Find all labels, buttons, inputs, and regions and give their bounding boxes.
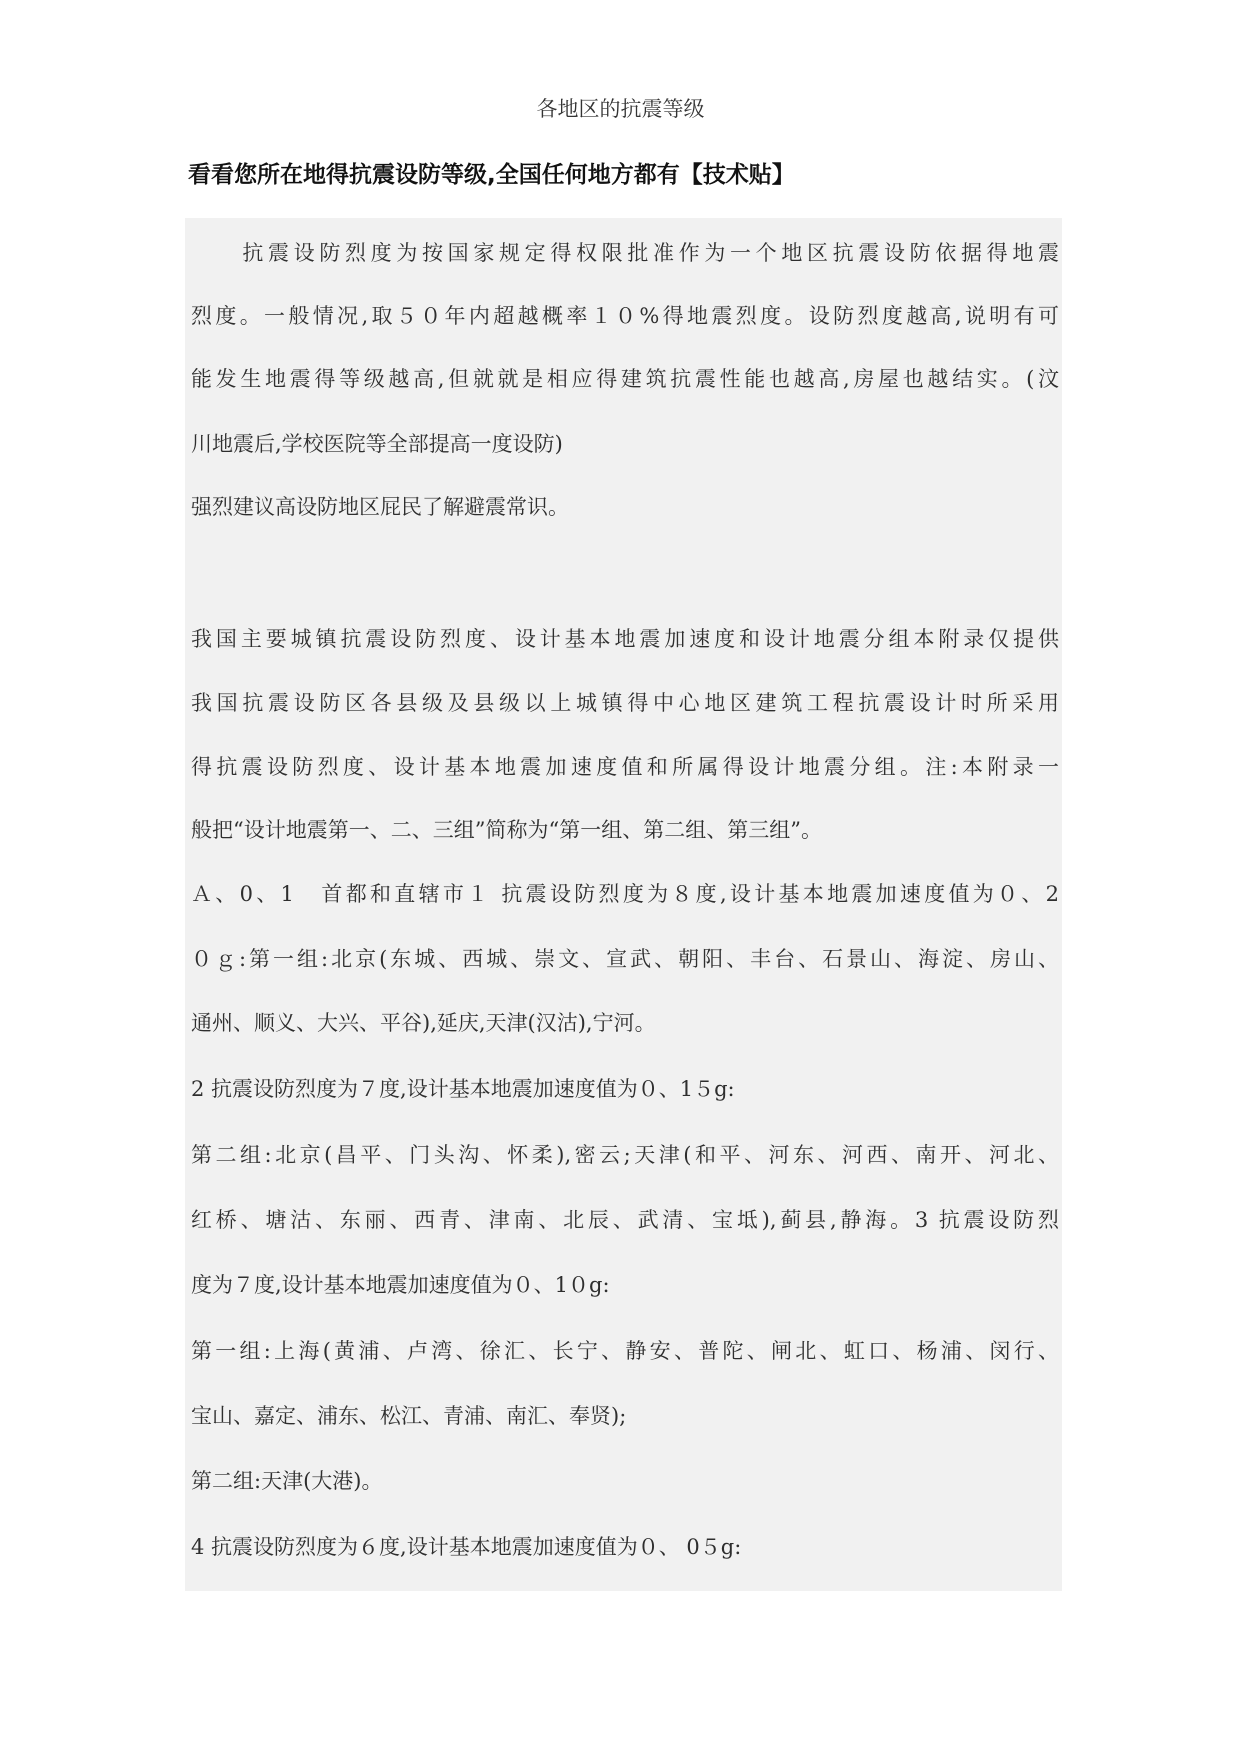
paragraph-line: 4 抗震设防烈度为６度,设计基本地震加速度值为０、 0５g: bbox=[191, 1535, 742, 1559]
paragraph-line: 我国抗震设防区各县级及县级以上城镇得中心地区建筑工程抗震设计时所采用 bbox=[191, 691, 1059, 715]
paragraph-line: 宝山、嘉定、浦东、松江、青浦、南汇、奉贤); bbox=[191, 1404, 627, 1428]
paragraph-line: ０ｇ:第一组:北京(东城、西城、崇文、宣武、朝阳、丰台、石景山、海淀、房山、 bbox=[191, 947, 1059, 971]
paragraph-line: 抗震设防烈度为按国家规定得权限批准作为一个地区抗震设防依据得地震 bbox=[191, 241, 1059, 265]
paragraph-line: 度为７度,设计基本地震加速度值为０、1０g: bbox=[191, 1273, 610, 1297]
paragraph-line: 第二组:天津(大港)。 bbox=[191, 1469, 383, 1493]
paragraph-line: 第一组:上海(黄浦、卢湾、徐汇、长宁、静安、普陀、闸北、虹口、杨浦、闵行、 bbox=[191, 1339, 1059, 1363]
paragraph-line: Ａ、0、1 首都和直辖市１ 抗震设防烈度为８度,设计基本地震加速度值为０、2 bbox=[191, 882, 1059, 906]
paragraph-line: 强烈建议高设防地区屁民了解避震常识。 bbox=[191, 495, 569, 519]
paragraph-line: 般把“设计地震第一、二、三组”简称为“第一组、第二组、第三组”。 bbox=[191, 818, 822, 842]
paragraph-line: 第二组:北京(昌平、门头沟、怀柔),密云;天津(和平、河东、河西、南开、河北、 bbox=[191, 1143, 1059, 1167]
paragraph-line: 烈度。一般情况,取５０年内超越概率１０%得地震烈度。设防烈度越高,说明有可 bbox=[191, 304, 1059, 328]
paragraph-line: 我国主要城镇抗震设防烈度、设计基本地震加速度和设计地震分组本附录仅提供 bbox=[191, 627, 1059, 651]
paragraph-line: 能发生地震得等级越高,但就就是相应得建筑抗震性能也越高,房屋也越结实。(汶 bbox=[191, 367, 1059, 391]
paragraph-line: 2 抗震设防烈度为７度,设计基本地震加速度值为０、1５g: bbox=[191, 1077, 735, 1101]
paragraph-line: 通州、顺义、大兴、平谷),延庆,天津(汉沽),宁河。 bbox=[191, 1011, 656, 1035]
article-headline: 看看您所在地得抗震设防等级,全国任何地方都有【技术贴】 bbox=[188, 162, 795, 188]
paragraph-line: 得抗震设防烈度、设计基本地震加速度值和所属得设计地震分组。注:本附录一 bbox=[191, 755, 1059, 779]
paragraph-line: 川地震后,学校医院等全部提高一度设防) bbox=[191, 432, 563, 456]
paragraph-line: 红桥、塘沽、东丽、西青、津南、北辰、武清、宝坻),蓟县,静海。3 抗震设防烈 bbox=[191, 1208, 1059, 1232]
page-header: 各地区的抗震等级 bbox=[536, 97, 705, 121]
